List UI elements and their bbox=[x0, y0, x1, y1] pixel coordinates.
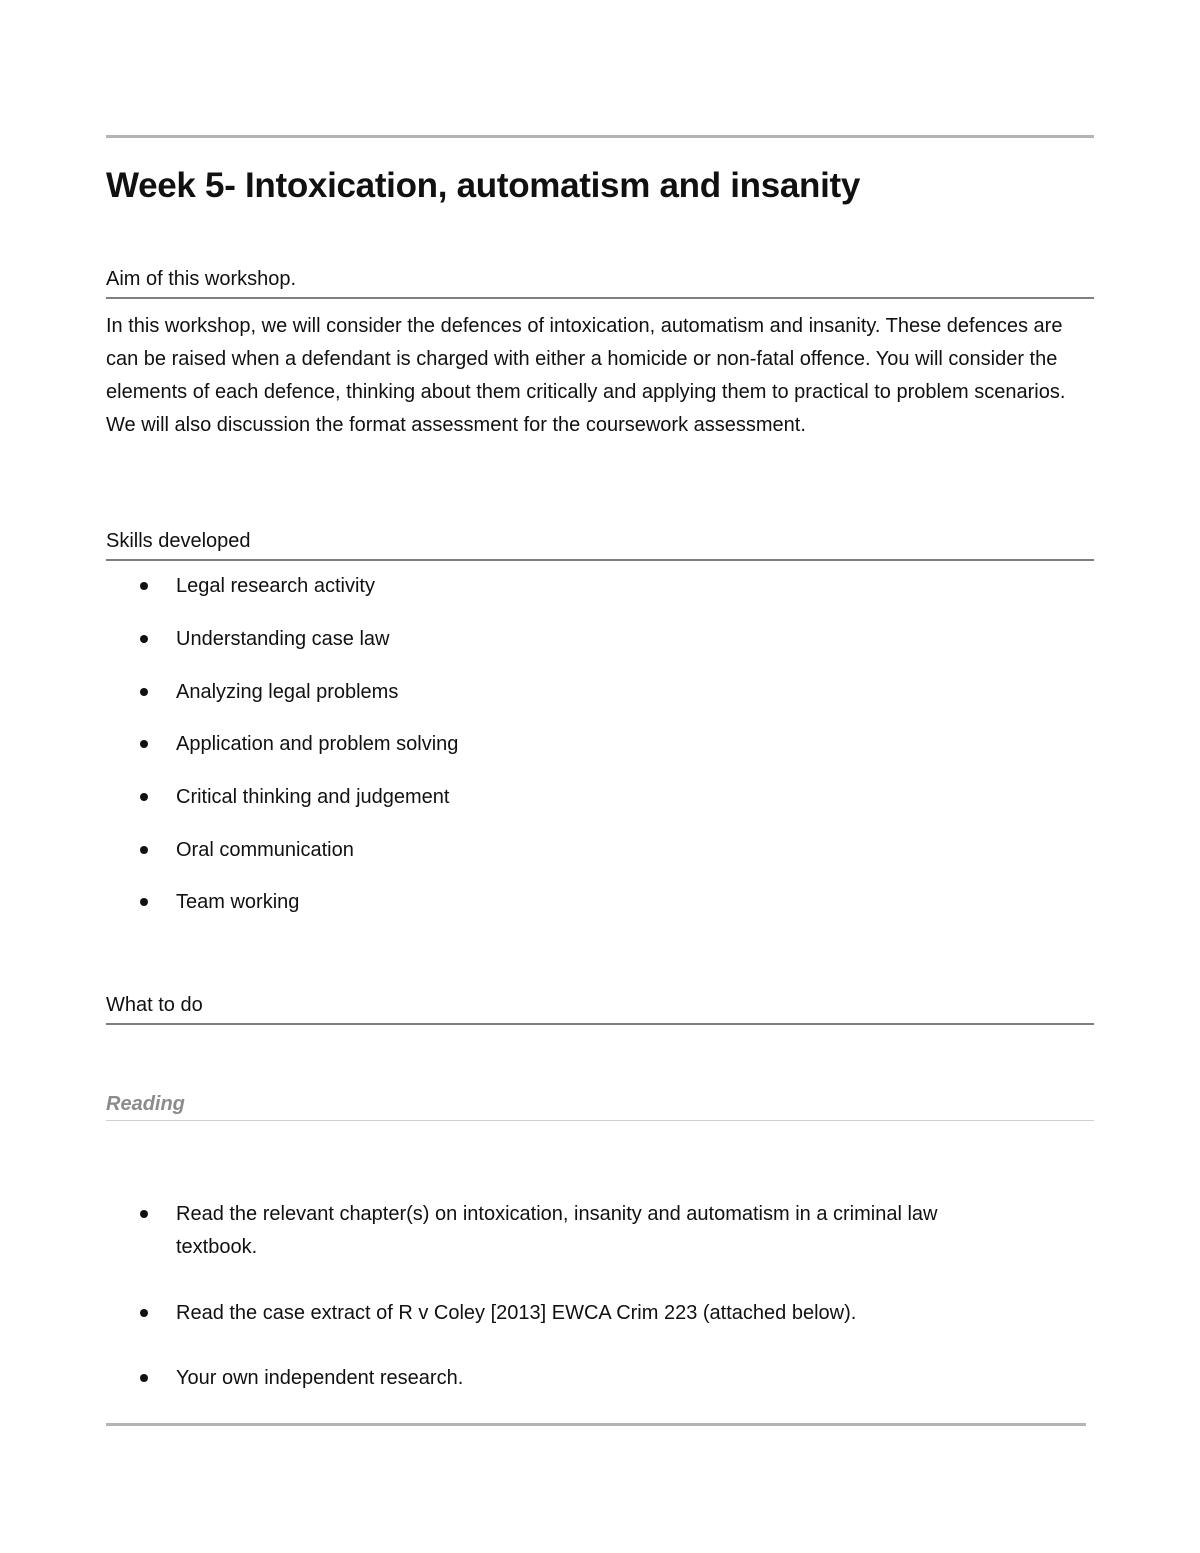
skills-list-item bbox=[140, 886, 1040, 919]
bullet-icon bbox=[140, 846, 148, 854]
top-divider bbox=[106, 135, 1094, 138]
skills-item-text: Oral communication bbox=[176, 839, 354, 861]
bullet-icon bbox=[140, 582, 148, 590]
bullet-icon bbox=[140, 740, 148, 748]
reading-list-item bbox=[140, 1362, 1040, 1395]
skills-item-text: Team working bbox=[176, 891, 300, 913]
reading-item-text: Read the case extract of R v Coley [2013] EWCA Crim 223 (attached below). bbox=[176, 1302, 857, 1324]
skills-item-text: Understanding case law bbox=[176, 628, 390, 650]
reading-item-text: Your own independent research. bbox=[176, 1367, 464, 1389]
skills-list-item bbox=[140, 623, 1040, 656]
what-to-do-heading: What to do bbox=[106, 992, 1094, 1025]
skills-item-text: Legal research activity bbox=[176, 575, 375, 597]
bullet-icon bbox=[140, 1309, 148, 1317]
skills-item-text: Critical thinking and judgement bbox=[176, 786, 450, 808]
bullet-icon bbox=[140, 793, 148, 801]
skills-heading: Skills developed bbox=[106, 528, 1094, 561]
skills-list-item bbox=[140, 570, 1040, 603]
bullet-icon bbox=[140, 635, 148, 643]
page-title: Week 5- Intoxication, automatism and insanity bbox=[106, 166, 861, 205]
reading-item-text: Read the relevant chapter(s) on intoxication, insanity and automatism in a criminal law textbook. bbox=[176, 1203, 938, 1258]
bullet-icon bbox=[140, 1210, 148, 1218]
skills-list-item bbox=[140, 728, 1040, 761]
reading-heading: Reading bbox=[106, 1091, 1094, 1121]
skills-list-item bbox=[140, 834, 1040, 867]
bullet-icon bbox=[140, 898, 148, 906]
bottom-divider bbox=[106, 1423, 1086, 1426]
aim-heading: Aim of this workshop. bbox=[106, 266, 1094, 299]
reading-list-item bbox=[140, 1297, 1040, 1330]
bullet-icon bbox=[140, 1374, 148, 1382]
aim-paragraph: In this workshop, we will consider the defences of intoxication, automatism and insanity. These defences are can be raised when a defendant is charged with either a homicide or non-fatal offence. You will consider the elements of each defence, thinking about them critically and applying them to practical to problem scenarios. We will also discussion the format assessment for the coursework assessment. bbox=[106, 315, 1066, 436]
skills-list-item bbox=[140, 676, 1040, 709]
reading-list-item bbox=[140, 1198, 1020, 1264]
bullet-icon bbox=[140, 688, 148, 696]
skills-item-text: Application and problem solving bbox=[176, 733, 459, 755]
skills-item-text: Analyzing legal problems bbox=[176, 681, 399, 703]
skills-list-item bbox=[140, 781, 1040, 814]
